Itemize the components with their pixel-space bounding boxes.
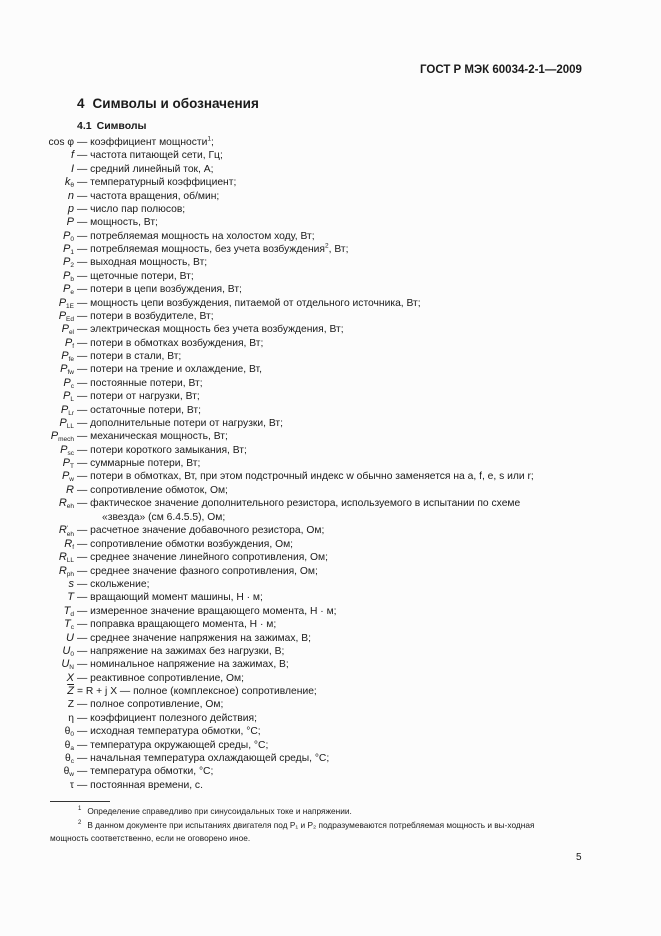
symbol (0, 658, 77, 671)
description-text: — сопротивление обмотки возбуждения, Ом; (77, 538, 294, 550)
symbol-row (0, 765, 661, 778)
symbol-row (0, 190, 661, 203)
footnote-2 (50, 819, 570, 845)
symbol-row (0, 551, 661, 564)
symbol (0, 605, 77, 618)
page-number: 5 (576, 852, 582, 863)
symbol-row (0, 176, 661, 189)
symbol-row (0, 565, 661, 578)
symbol-main: P (64, 336, 73, 349)
symbol-subscript: 0 (70, 731, 74, 739)
symbol-row (0, 323, 661, 336)
symbol-main: T (64, 618, 71, 631)
symbol-prime: ' (66, 524, 69, 532)
symbol-subscript: LL (66, 422, 74, 430)
description-text: — вращающий момент машины, Н · м; (77, 592, 263, 604)
symbol-description (77, 725, 577, 738)
symbol-description (77, 377, 577, 390)
description-continuation: «звезда» (см 6.4.5.5), Ом; (102, 511, 226, 523)
symbol (0, 256, 77, 269)
symbol-subscript: N (69, 664, 74, 672)
symbol-main: $\overline{Z}$ (67, 685, 74, 697)
symbol (0, 497, 77, 524)
symbol-description (77, 149, 577, 162)
symbol-main: R (58, 523, 67, 536)
symbol (0, 712, 77, 725)
symbol-subscript: L (70, 396, 74, 404)
symbol-row (0, 645, 661, 658)
symbol (0, 404, 77, 417)
symbol-main: n (67, 189, 74, 202)
symbol-subscript: 1 (70, 249, 74, 256)
symbol-row (0, 390, 661, 403)
symbol-description (77, 672, 577, 685)
symbol (0, 216, 77, 229)
description-text: — потери в обмотках, Вт, при этом подстрочный индекс w обычно заменяется на a, f, e, s или r; (77, 471, 534, 483)
symbol-description (77, 256, 577, 269)
symbol-description (77, 337, 577, 350)
symbol-row (0, 779, 661, 792)
description-text: — сопротивление обмоток, Ом; (77, 484, 228, 496)
symbol (0, 698, 77, 711)
symbol-description (77, 310, 577, 323)
description-tail: , Вт; (328, 244, 349, 255)
description-text: — электрическая мощность без учета возбуждения, Вт; (77, 324, 344, 336)
description-text: — полное сопротивление, Ом; (77, 699, 224, 711)
symbol-main: X (66, 671, 74, 684)
symbol (0, 632, 77, 645)
symbol-main: θ (63, 766, 70, 778)
symbol-main: U (62, 644, 71, 657)
symbol-description (77, 578, 577, 591)
symbol-description (77, 538, 577, 551)
symbol-subscript: f (72, 342, 74, 350)
symbol-description (77, 444, 577, 457)
symbol-description (77, 484, 577, 497)
footnote-text: Определение справедливо при синусоидальных токе и напряжении. (87, 806, 352, 816)
symbol-row (0, 283, 661, 296)
symbol-row (0, 136, 661, 149)
symbol-main: R (64, 537, 73, 550)
description-text: — потери короткого замыкания, Вт; (77, 444, 247, 456)
symbol-description (77, 363, 577, 376)
symbol-description (77, 350, 577, 363)
symbol-subscript: f (72, 543, 74, 551)
symbol-main: U (66, 631, 74, 644)
symbol-description (77, 163, 577, 176)
subsection-title: Символы (96, 120, 147, 132)
symbol-subscript: w (69, 476, 74, 484)
description-text: — постоянная времени, с. (77, 779, 203, 791)
symbol-description (77, 645, 577, 658)
footnote-separator (50, 801, 110, 802)
symbol-main: T (67, 591, 74, 604)
description-text: — потребляемая мощность на холостом ходу, Вт; (77, 230, 315, 242)
symbol (0, 779, 77, 792)
symbol-row (0, 230, 661, 243)
symbol-main: P (60, 403, 69, 416)
symbol-main: P (60, 443, 68, 456)
symbol-row (0, 457, 661, 470)
description-text: — потери в возбудителе, Вт; (77, 310, 214, 322)
symbol-description (77, 176, 577, 189)
footnote-ref[interactable]: 1 (207, 135, 212, 143)
symbol-main: U (61, 658, 70, 671)
symbol-subscript: a (70, 744, 74, 752)
footnote-mark: 2 (78, 820, 82, 827)
symbol-row (0, 605, 661, 618)
symbol-subscript: c (70, 624, 74, 632)
symbol-subscript: eh (66, 530, 74, 538)
description-text: — скольжение; (77, 579, 150, 590)
symbol-main: P (63, 376, 71, 389)
symbol-row (0, 297, 661, 310)
symbol-row (0, 739, 661, 752)
symbol-subscript: 0 (70, 235, 74, 243)
symbol-main: P (60, 363, 68, 376)
symbol (0, 203, 77, 216)
symbol-row (0, 256, 661, 269)
description-text: — дополнительные потери от нагрузки, Вт; (77, 417, 283, 429)
symbol-row (0, 310, 661, 323)
symbol-main: R (58, 497, 67, 510)
symbol-row (0, 632, 661, 645)
symbol (0, 149, 77, 162)
symbol-row (0, 538, 661, 551)
section-title: Символы и обозначения (92, 96, 259, 111)
symbol-main: P (59, 416, 67, 429)
symbol (0, 524, 77, 538)
symbol-row (0, 363, 661, 376)
symbol-main: θ (65, 752, 71, 764)
symbol-description (77, 136, 577, 149)
description-text: — частота питающей сети, Гц; (77, 150, 223, 162)
symbol-description (77, 270, 577, 283)
symbol-main: s (68, 578, 74, 590)
symbol-description (77, 752, 577, 765)
symbol-main: P (50, 430, 59, 443)
symbol-subscript: LL (66, 557, 74, 565)
symbol-row (0, 337, 661, 350)
symbol (0, 444, 77, 457)
symbol (0, 685, 77, 698)
description-text: — суммарные потери, Вт; (77, 458, 201, 469)
description-text: — потребляемая мощность, без учета возбуждения (77, 244, 326, 255)
symbol-row (0, 470, 661, 483)
symbol-description (77, 765, 577, 778)
symbol-main: T (63, 604, 71, 617)
description-text: — коэффициент мощности (77, 137, 208, 148)
symbol-description (77, 698, 577, 711)
symbol-main: R (66, 483, 74, 496)
description-text: — начальная температура охлаждающей среды, °C; (77, 752, 330, 764)
symbol-description (77, 632, 577, 645)
symbol-main: R (58, 551, 67, 564)
symbol-row (0, 698, 661, 711)
symbol (0, 230, 77, 243)
symbol (0, 417, 77, 430)
symbol-description (77, 417, 577, 430)
symbol-main: P (66, 216, 74, 229)
symbol-description (77, 591, 577, 604)
symbol (0, 752, 77, 765)
symbol-subscript: 1E (66, 302, 74, 310)
symbol-main: P (63, 283, 71, 296)
symbol-description (77, 390, 577, 403)
symbol-main: P (63, 256, 71, 269)
symbol-main: P (63, 243, 71, 255)
symbol (0, 430, 77, 443)
symbol-list (0, 136, 661, 792)
description-text: — потери в стали, Вт; (77, 351, 182, 362)
section-number: 4 (77, 96, 85, 111)
footnote-mark: 1 (78, 806, 82, 813)
symbol-subscript: fw (67, 369, 74, 377)
description-text: — температура окружающей среды, °C; (77, 739, 269, 751)
symbol-description (77, 190, 577, 203)
symbol-subscript: ph (66, 570, 74, 578)
symbol (0, 323, 77, 336)
symbol-row (0, 163, 661, 176)
symbol-description (77, 457, 577, 470)
symbol-subscript: T (70, 463, 74, 470)
symbol-description (77, 230, 577, 243)
symbol-main: k (64, 176, 71, 189)
subsection-heading (77, 120, 147, 132)
symbol-row (0, 752, 661, 765)
description-text: — измеренное значение вращающего момента, Н · м; (77, 605, 337, 617)
description-text: — температурный коэффициент; (77, 177, 237, 189)
symbol (0, 618, 77, 631)
symbol-subscript: c (70, 757, 74, 765)
symbol-row (0, 591, 661, 604)
symbol-main: R (58, 564, 67, 577)
symbol-main: P (58, 296, 67, 309)
symbol-main: I (70, 162, 74, 175)
symbol (0, 243, 77, 256)
symbol-main: θ (64, 739, 71, 751)
symbol-description (77, 618, 577, 631)
symbol-main: cos φ (48, 137, 74, 148)
description-text: — число пар полюсов; (77, 203, 186, 215)
description-text: — мощность цепи возбуждения, питаемой от отдельного источника, Вт; (77, 297, 421, 309)
symbol-description (77, 739, 577, 752)
symbol-description (77, 497, 577, 524)
symbol-main: P (63, 390, 71, 403)
symbol-main: P (61, 350, 69, 362)
symbol-row (0, 444, 661, 457)
symbol-subscript: d (70, 610, 74, 618)
symbol-row (0, 578, 661, 591)
description-text: — фактическое значение дополнительного резистора, используемого в испытании по схеме (77, 498, 521, 510)
symbol-main: P (61, 323, 69, 336)
description-text: — мощность, Вт; (77, 217, 158, 229)
symbol-subscript: w (69, 771, 74, 779)
symbol-description (77, 551, 577, 564)
symbol-main: P (63, 269, 71, 282)
description-text: — потери в цепи возбуждения, Вт; (77, 284, 242, 296)
symbol-description (77, 323, 577, 336)
symbol-subscript: 2 (70, 262, 74, 270)
symbol-row (0, 243, 661, 256)
symbol-main: P (62, 457, 71, 469)
symbol-row (0, 658, 661, 671)
symbol (0, 283, 77, 296)
symbol (0, 390, 77, 403)
symbol-main: P (63, 229, 71, 242)
symbol-main: p (67, 202, 74, 215)
description-text: — температура обмотки, °C; (77, 766, 214, 778)
symbol-description (77, 712, 577, 725)
symbol-subscript: sc (67, 449, 74, 457)
document-id-header: ГОСТ Р МЭК 60034-2-1—2009 (420, 64, 582, 76)
description-text: — среднее значение напряжения на зажимах, В; (77, 632, 311, 644)
symbol-main: θ (64, 726, 71, 738)
description-text: — расчетное значение добавочного резистора, Ом; (77, 524, 325, 536)
symbol-row (0, 404, 661, 417)
symbol (0, 484, 77, 497)
description-text: — номинальное напряжение на зажимах, В; (77, 659, 289, 671)
footnote-1 (50, 805, 570, 818)
symbol-row (0, 350, 661, 363)
symbol-description (77, 283, 577, 296)
symbol (0, 591, 77, 604)
symbol-subscript: Lr (68, 409, 74, 417)
symbol (0, 470, 77, 483)
symbol-subscript: el (68, 329, 74, 337)
symbol-description (77, 685, 577, 698)
symbol-subscript: Ed (66, 315, 74, 323)
symbol-description (77, 605, 577, 618)
symbol (0, 363, 77, 376)
description-text: — реактивное сопротивление, Ом; (77, 672, 244, 684)
symbol (0, 551, 77, 564)
symbol (0, 297, 77, 310)
symbol-indices (67, 526, 74, 538)
symbol-subscript: b (70, 275, 74, 283)
symbol-description (77, 430, 577, 443)
symbol (0, 457, 77, 470)
symbol-main: τ (69, 779, 74, 791)
symbol (0, 270, 77, 283)
subsection-number: 4.1 (77, 120, 92, 132)
symbol (0, 645, 77, 658)
symbol-row (0, 484, 661, 497)
symbol-row (0, 685, 661, 698)
symbol-main: P (58, 309, 67, 322)
description-text: — потери в обмотках возбуждения, Вт; (77, 337, 264, 349)
symbol-row (0, 497, 661, 524)
symbol (0, 310, 77, 323)
description-text: — потери от нагрузки, Вт; (77, 391, 200, 403)
symbol (0, 739, 77, 752)
symbol-description (77, 216, 577, 229)
symbol-row (0, 618, 661, 631)
symbol-subscript: e (70, 289, 74, 297)
symbol-main: Z (67, 699, 74, 711)
symbol-main: f (70, 149, 74, 162)
symbol (0, 377, 77, 390)
description-text: — среднее значение фазного сопротивления, Ом; (77, 565, 318, 577)
symbol-row (0, 270, 661, 283)
description-text: — исходная температура обмотки, °C; (77, 726, 261, 738)
description-text: — коэффициент полезного действия; (77, 712, 257, 724)
symbol-description (77, 779, 577, 792)
symbol (0, 765, 77, 778)
symbol (0, 565, 77, 578)
description-text: — выходная мощность, Вт; (77, 257, 208, 269)
description-tail: ; (211, 137, 214, 148)
symbol-description (77, 203, 577, 216)
symbol-main: η (68, 712, 74, 724)
symbol-subscript: θ (70, 182, 74, 190)
symbol-row (0, 712, 661, 725)
symbol-row (0, 377, 661, 390)
symbol-description (77, 565, 577, 578)
symbol-subscript: fe (68, 356, 74, 363)
section-heading (77, 96, 259, 111)
footnote-text: В данном документе при испытаниях двигателя под P₁ и P₂ подразумеваются потребляемая мощность и вы-ходная мощность соответственно, если не оговорено иное. (50, 820, 535, 843)
symbol-row (0, 216, 661, 229)
symbol-description (77, 658, 577, 671)
symbol-description (77, 524, 577, 538)
symbol (0, 190, 77, 203)
symbol-description (77, 470, 577, 483)
symbol (0, 350, 77, 363)
symbol (0, 725, 77, 738)
description-text: — средний линейный ток, А; (77, 163, 214, 175)
symbol (0, 578, 77, 591)
symbol (0, 136, 77, 149)
symbol-main: P (61, 470, 70, 483)
symbol (0, 337, 77, 350)
description-text: = R + j X — полное (комплексное) сопротивление; (77, 686, 317, 697)
description-text: — постоянные потери, Вт; (77, 377, 203, 389)
description-text: — напряжение на зажимах без нагрузки, В; (77, 645, 285, 657)
symbol-subscript: c (70, 382, 74, 390)
description-text: — потери на трение и охлаждение, Вт, (77, 364, 262, 376)
symbol-subscript: 0 (70, 650, 74, 658)
footnote-ref[interactable]: 2 (325, 242, 329, 250)
symbol-row (0, 417, 661, 430)
symbol-row (0, 203, 661, 216)
symbol (0, 176, 77, 189)
description-text: — остаточные потери, Вт; (77, 404, 201, 416)
symbol-subscript: eh (66, 503, 74, 511)
symbol-description (77, 404, 577, 417)
symbol-description (77, 297, 577, 310)
description-text: — щеточные потери, Вт; (77, 270, 194, 282)
symbol (0, 163, 77, 176)
description-text: — поправка вращающего момента, Н · м; (77, 619, 277, 631)
symbol-row (0, 672, 661, 685)
symbol-row (0, 430, 661, 443)
description-text: — среднее значение линейного сопротивления, Ом; (77, 552, 328, 564)
description-text: — частота вращения, об/мин; (77, 190, 220, 202)
symbol-subscript: mech (58, 436, 74, 444)
description-text: — механическая мощность, Вт; (77, 431, 228, 443)
symbol (0, 538, 77, 551)
symbol-description (77, 243, 577, 256)
symbol (0, 672, 77, 685)
symbol-row (0, 149, 661, 162)
symbol-row (0, 524, 661, 538)
symbol-row (0, 725, 661, 738)
